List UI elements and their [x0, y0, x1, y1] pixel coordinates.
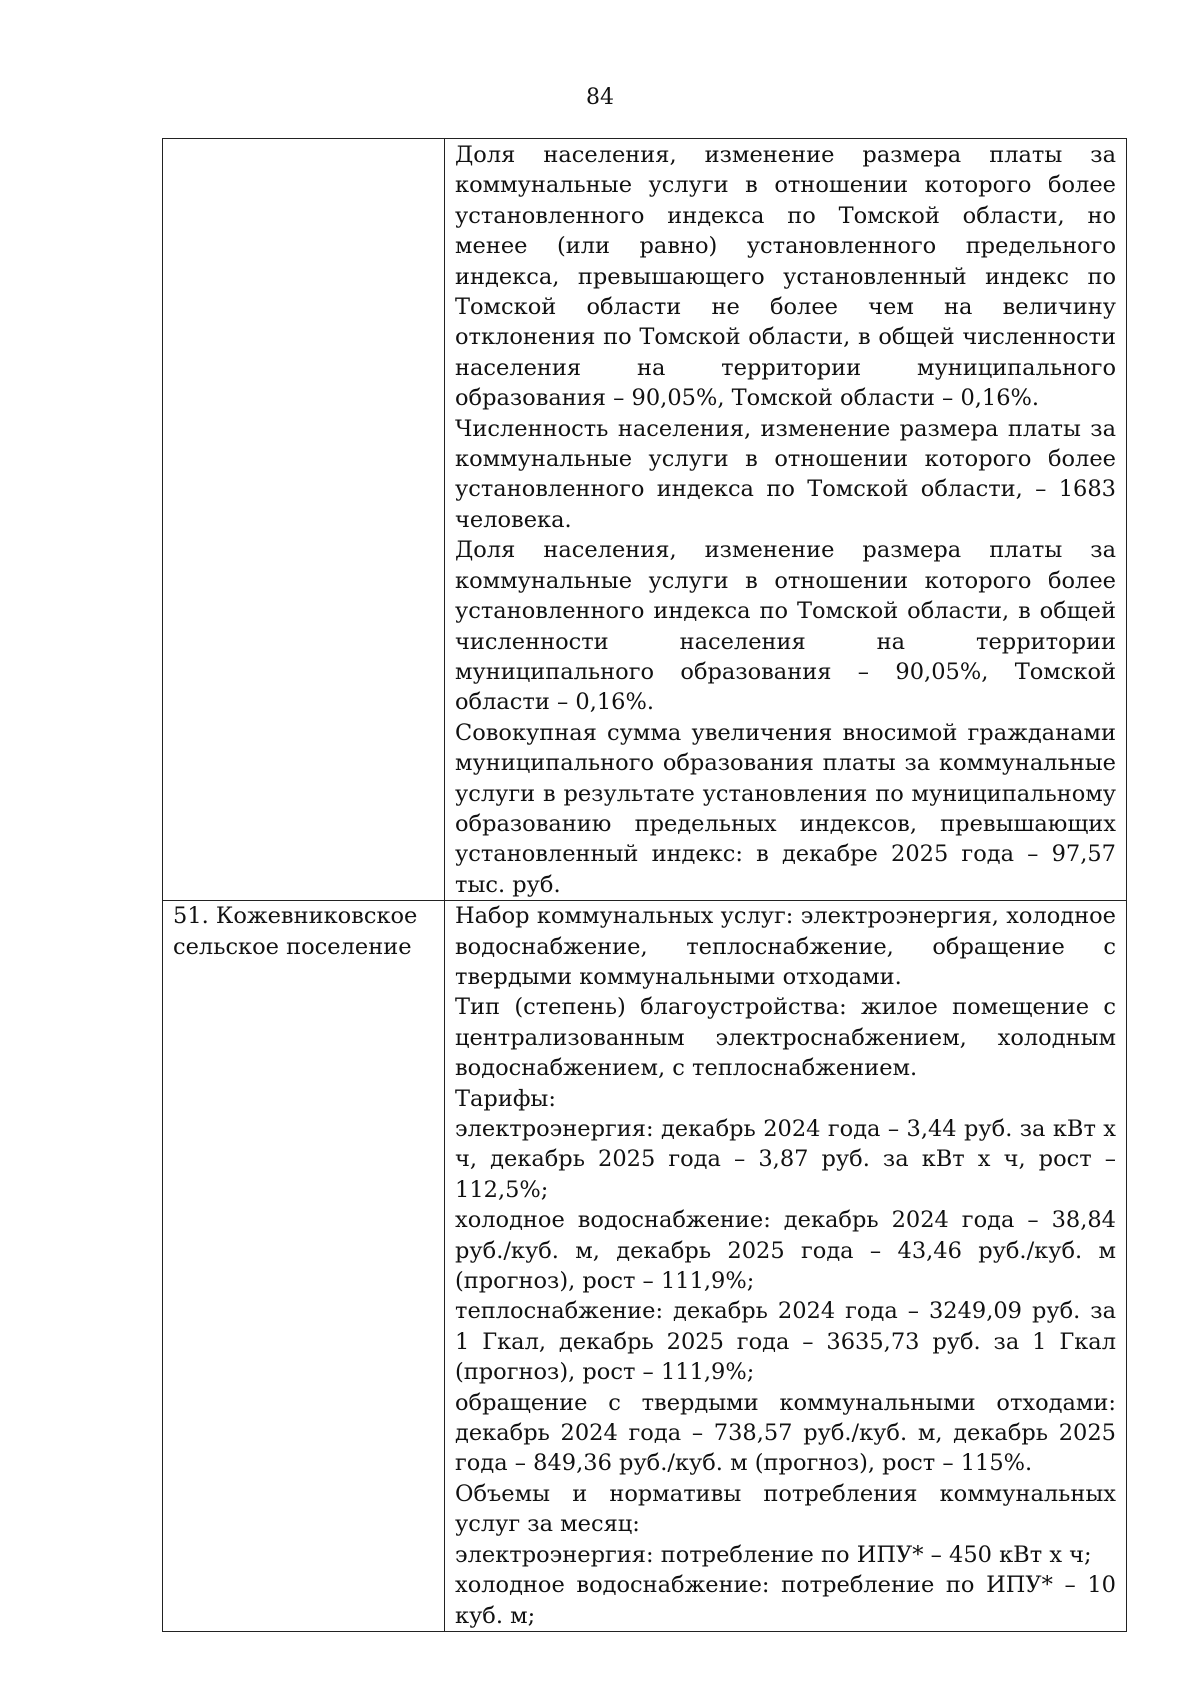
document-table	[162, 138, 1127, 1632]
description-cell	[445, 139, 1127, 901]
table-row	[163, 139, 1127, 901]
paragraph: электроэнергия: декабрь 2024 года – 3,44 руб. за кВт х ч, декабрь 2025 года – 3,87 руб. за кВт х ч, рост – 112,5%;	[455, 1116, 1116, 1203]
description-cell	[445, 901, 1127, 1632]
paragraph: Тип (степень) благоустройства: жилое помещение с централизованным электроснабжением, холодным водоснабжением, с теплоснабжением.	[455, 994, 1116, 1082]
paragraph: Набор коммунальных услуг: электроэнергия, холодное водоснабжение, теплоснабжение, обращение с твердыми коммунальными отходами.	[455, 903, 1116, 990]
table-row	[163, 901, 1127, 1632]
paragraph: Доля населения, изменение размера платы за коммунальные услуги в отношении которого более установленного индекса по Томской области, в общей численности населения на территории муниципального образования – 90,05%, Томской области – 0,16%.	[455, 537, 1116, 716]
paragraph: Доля населения, изменение размера платы за коммунальные услуги в отношении которого более установленного индекса по Томской области, но менее (или равно) установленного предельного индекса, превышающего установленный индекс по Томской области не более чем на величину отклонения по Томской области, в общей численности населения на территории муниципального образования – 90,05%, Томской области – 0,16%.	[455, 142, 1116, 412]
paragraph: Совокупная сумма увеличения вносимой гражданами муниципального образования платы за коммунальные услуги в результате установления по муниципальному образованию предельных индексов, превышающих установленный индекс: в декабре 2025 года – 97,57 тыс. руб.	[455, 719, 1116, 898]
paragraph: Тарифы:	[455, 1085, 556, 1112]
municipality-cell: 51. Кожевниковское сельское поселение	[163, 901, 445, 1632]
paragraph: Объемы и нормативы потребления коммунальных услуг за месяц:	[455, 1480, 1116, 1538]
paragraph: электроэнергия: потребление по ИПУ* – 450 кВт х ч;	[455, 1541, 1092, 1568]
paragraph: холодное водоснабжение: декабрь 2024 года – 38,84 руб./куб. м, декабрь 2025 года – 43,46 руб./куб. м (прогноз), рост – 111,9%;	[455, 1207, 1116, 1295]
municipality-cell	[163, 139, 445, 901]
page-number: 84	[586, 85, 614, 110]
paragraph: обращение с твердыми коммунальными отходами: декабрь 2024 года – 738,57 руб./куб. м, декабрь 2025 года – 849,36 руб./куб. м (прогноз), рост – 115%.	[455, 1389, 1116, 1477]
paragraph: теплоснабжение: декабрь 2024 года – 3249,09 руб. за 1 Гкал, декабрь 2025 года – 3635,73 руб. за 1 Гкал (прогноз), рост – 111,9%;	[455, 1298, 1116, 1386]
paragraph: Численность населения, изменение размера платы за коммунальные услуги в отношении которого более установленного индекса по Томской области, – 1683 человека.	[455, 415, 1116, 533]
paragraph: холодное водоснабжение: потребление по ИПУ* – 10 куб. м;	[455, 1572, 1116, 1629]
